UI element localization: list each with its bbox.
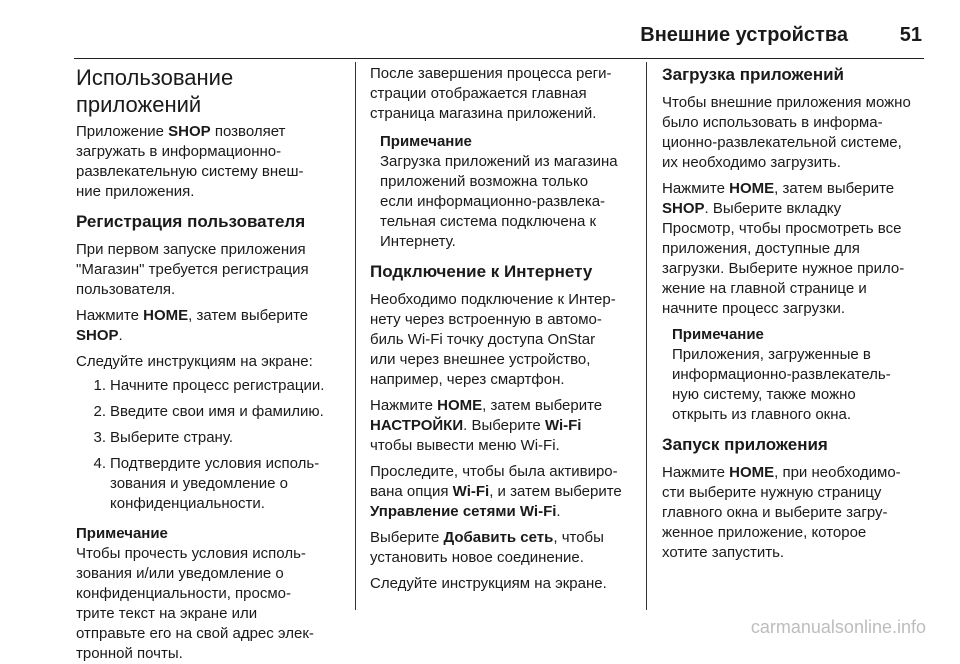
column-divider-1: [355, 62, 356, 610]
page-number: 51: [899, 24, 922, 46]
header-divider: [74, 58, 924, 59]
launch-text: Нажмите HOME, при необходимо- сти выберите нужную страницу главного окна и выберите загру- женное приложение, которое хотите запустить.: [662, 464, 901, 561]
apps-note: [672, 325, 932, 425]
add-network-text: Выберите Добавить сеть, чтобы установить новое соединение.: [370, 529, 604, 566]
follow-instructions: Следуйте инструкциям на экране:: [76, 353, 313, 370]
follow-instructions-2: Следуйте инструкциям на экране.: [370, 575, 607, 592]
note-title: Примечание: [380, 133, 472, 150]
section-title: Внешние устройства: [640, 24, 848, 46]
column-3: [662, 64, 932, 569]
list-item: 3. Выберите страну.: [93, 429, 233, 446]
watermark: carmanualsonline.info: [750, 617, 926, 637]
download-heading: Загрузка приложений: [662, 65, 845, 84]
note-text: Чтобы прочесть условия исполь- зования и/или уведомление о конфиденциальности, просмо- трите текст на экране или отправьте его на свой адрес элек- тронной почты.: [76, 545, 314, 662]
registration-text: При первом запуске приложения "Магазин" требуется регистрация пользователя.: [76, 241, 309, 298]
internet-note: [380, 132, 638, 252]
list-item: 2. Введите свои имя и фамилию.: [93, 403, 324, 420]
note-title: Примечание: [76, 525, 168, 542]
press-home-settings: Нажмите HOME, затем выберите НАСТРОЙКИ. Выберите Wi-Fi чтобы вывести меню Wi-Fi.: [370, 397, 603, 454]
list-item: 4. Подтвердите условия исполь- зования и уведомление о конфиденциальности.: [93, 455, 320, 512]
column-divider-2: [646, 62, 647, 610]
note-title: Примечание: [672, 326, 764, 343]
note-text: Приложения, загруженные в информационно-развлекатель- ную систему, также можно открыть из главного окна.: [672, 346, 891, 423]
registration-steps: [76, 376, 348, 514]
privacy-note: [76, 524, 348, 664]
wifi-check-text: Проследите, чтобы была активиро- вана опция Wi-Fi, и затем выберите Управление сетями Wi-Fi.: [370, 463, 622, 520]
list-item: 1. Начните процесс регистрации.: [93, 377, 325, 394]
press-home-instruction: Нажмите HOME, затем выберите SHOP.: [76, 307, 309, 344]
internet-text: Необходимо подключение к Интер- нету через встроенную в автомо- биль Wi-Fi точку доступа OnStar или через внешнее устройство, например, через смартфон.: [370, 291, 616, 388]
download-instruction: Нажмите HOME, затем выберите SHOP. Выберите вкладку Просмотр, чтобы просмотреть все приложения, доступные для загрузки. Выберите нужное прило- жение на главной странице и начните процесс загрузки.: [662, 180, 905, 317]
download-text: Чтобы внешние приложения можно было использовать в информа- ционно-развлекательной системе, их необходимо загрузить.: [662, 94, 911, 171]
registration-heading: Регистрация пользователя: [76, 212, 306, 231]
after-registration-text: После завершения процесса реги- страции отображается главная страница магазина приложений.: [370, 65, 612, 122]
note-text: Загрузка приложений из магазина приложений возможна только если информационно-развлека- тельная система подключена к Интернету.: [380, 153, 618, 250]
launch-heading: Запуск приложения: [662, 435, 828, 454]
intro-paragraph: Приложение SHOP позволяет загружать в информационно- развлекательную систему внеш- ние приложения.: [76, 123, 304, 200]
internet-heading: Подключение к Интернету: [370, 262, 593, 281]
chapter-title: Использование приложений: [76, 65, 234, 117]
column-2: [370, 64, 638, 600]
column-1: [76, 64, 348, 664]
page-header: [0, 10, 960, 50]
